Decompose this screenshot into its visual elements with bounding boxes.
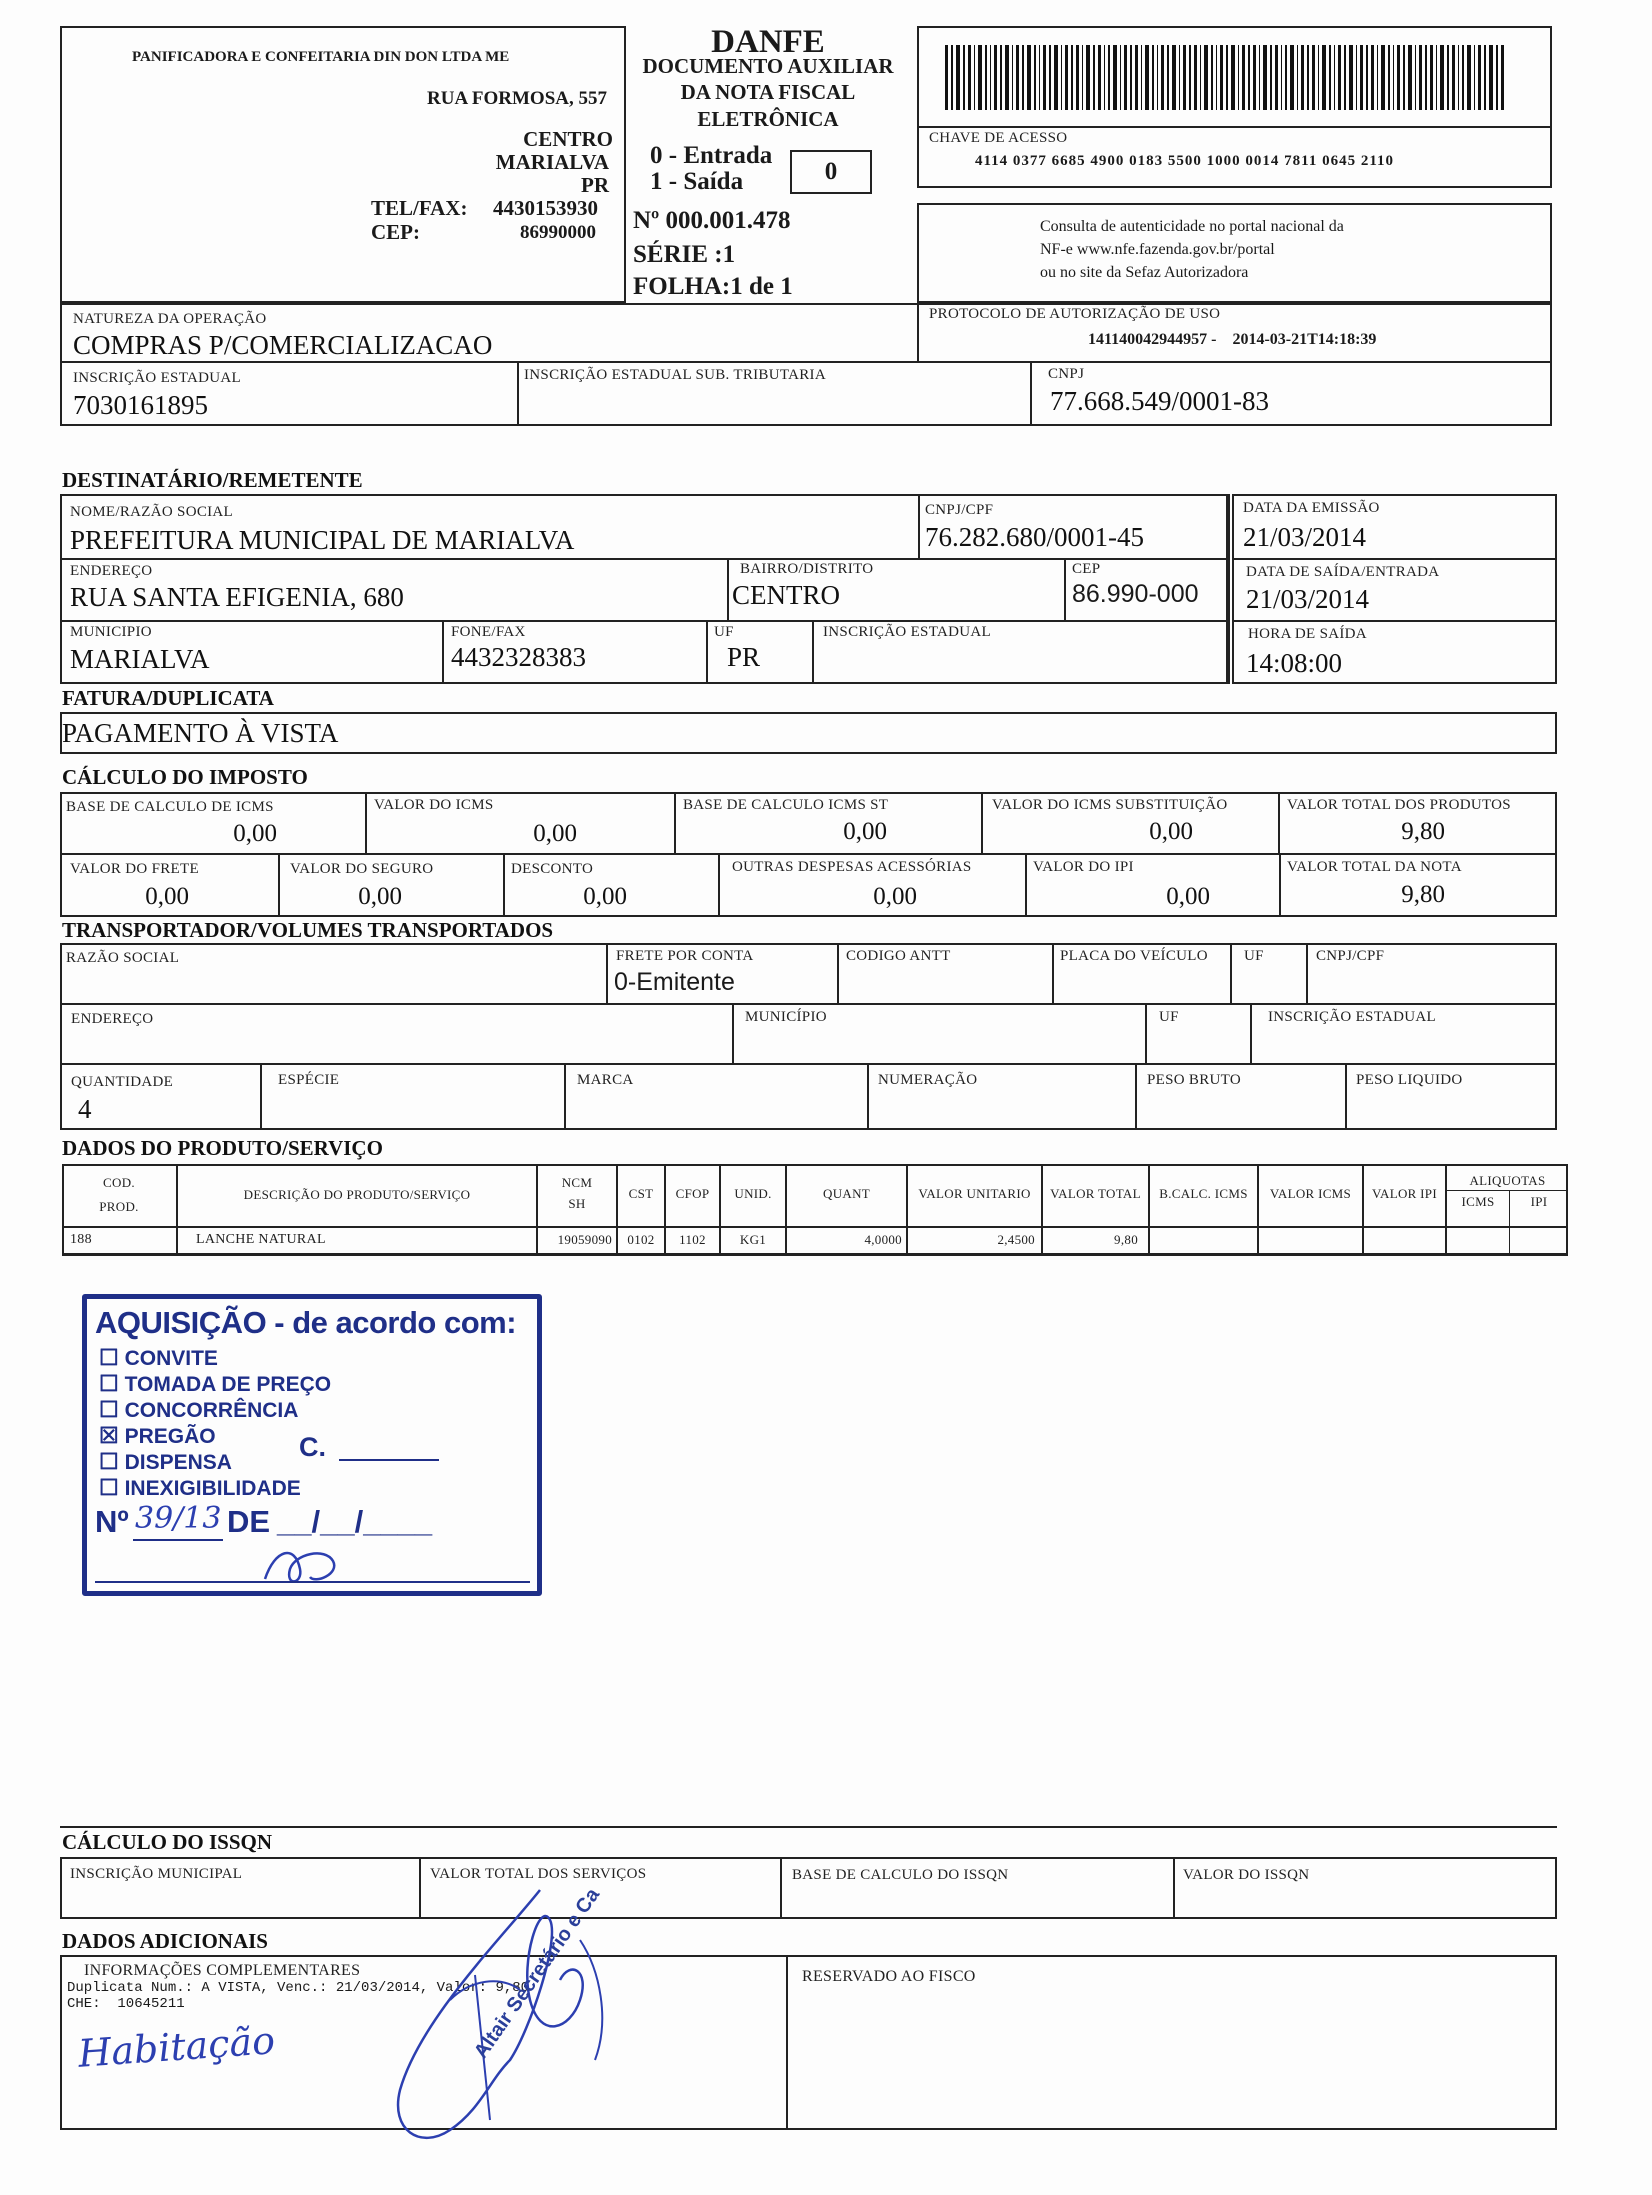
dest-bairro: CENTRO (732, 580, 840, 610)
emitente-name: PANIFICADORA E CONFEITARIA DIN DON LTDA ME (132, 49, 510, 65)
stamp-option-inexigibilidade (99, 1475, 301, 1501)
imposto-r1-col-3 (981, 792, 983, 853)
imposto-seguro-label: VALOR DO SEGURO (290, 861, 434, 877)
danfe-divider (624, 26, 626, 303)
prod-h-bcalc: B.CALC. ICMS (1159, 1186, 1248, 1201)
dest-hora: 14:08:00 (1246, 648, 1343, 678)
imposto-icms-st-label: VALOR DO ICMS SUBSTITUIÇÃO (992, 797, 1228, 813)
adicionais-section-title: DADOS ADICIONAIS (62, 1929, 268, 1953)
danfe-serie: SÉRIE :1 (633, 241, 736, 268)
produtos-bottom-line (62, 1253, 1568, 1255)
transp-bruto-label: PESO BRUTO (1147, 1072, 1241, 1088)
prod-h-vicms: VALOR ICMS (1269, 1186, 1352, 1201)
stamp-option-label: PREGÃO (124, 1425, 216, 1448)
danfe-saida: 1 - Saída (650, 168, 744, 195)
protocolo-value: 141140042944957 - 2014-03-21T14:18:39 (1088, 331, 1377, 348)
dest-uf-label: UF (714, 624, 734, 640)
imposto-icms-st: 0,00 (1149, 818, 1193, 845)
transp-placa-label: PLACA DO VEÍCULO (1060, 948, 1208, 964)
imposto-ipi: 0,00 (1166, 883, 1210, 910)
stamp-option-label: CONCORRÊNCIA (124, 1399, 299, 1422)
stamp-option-pregao (99, 1423, 216, 1449)
stamp-title: AQUISIÇÃO - de acordo com: (95, 1305, 517, 1340)
dest-cnpj: 76.282.680/0001-45 (925, 522, 1144, 552)
imposto-r2-col-4 (1025, 853, 1027, 917)
dest-nome: PREFEITURA MUNICIPAL DE MARIALVA (70, 525, 575, 555)
imposto-seguro: 0,00 (358, 883, 402, 910)
imposto-r1-col-4 (1278, 792, 1280, 853)
prod-h-cfop: CFOP (675, 1186, 710, 1201)
transp-r3-col-1 (260, 1063, 262, 1130)
imposto-section-title: CÁLCULO DO IMPOSTO (62, 765, 308, 789)
rotated-stamp-text: Altair Secretário e Ca (470, 1884, 605, 2063)
dest-col-cnpj (918, 494, 920, 558)
danfe-subtitle-2: DA NOTA FISCAL (680, 80, 856, 104)
aquisicao-stamp (82, 1294, 542, 1596)
imposto-bc-icms: 0,00 (233, 820, 277, 847)
prod-h-cod1: COD. (103, 1175, 135, 1190)
issqn-section-title: CÁLCULO DO ISSQN (62, 1830, 273, 1854)
imposto-bc-st: 0,00 (843, 818, 887, 845)
imposto-total-produtos: 9,80 (1401, 818, 1445, 845)
imposto-icms-label: VALOR DO ICMS (374, 797, 494, 813)
prod-item-vtotal: 9,80 (1114, 1232, 1138, 1247)
imposto-desconto-label: DESCONTO (511, 861, 594, 877)
danfe-subtitle-1: DOCUMENTO AUXILIAR (642, 54, 894, 78)
imposto-ipi-label: VALOR DO IPI (1033, 859, 1134, 875)
stamp-signature-icon (255, 1539, 375, 1594)
transp-r3-col-3 (867, 1063, 869, 1130)
imposto-desconto: 0,00 (583, 883, 627, 910)
prod-h-aliq: ALIQUOTAS (1469, 1173, 1546, 1188)
dest-col-cep (1064, 558, 1066, 620)
transp-municipio-label: MUNICÍPIO (745, 1009, 827, 1025)
dest-cep-label: CEP (1072, 561, 1101, 577)
imposto-r1-col-1 (365, 792, 367, 853)
transp-razao-label: RAZÃO SOCIAL (66, 950, 180, 966)
imposto-r1-col-2 (674, 792, 676, 853)
checked-checkbox-icon: ☒ (99, 1423, 119, 1448)
transp-row-line-1 (60, 1003, 1557, 1005)
stamp-option-label: DISPENSA (124, 1451, 232, 1474)
dest-cep: 86.990-000 (1072, 580, 1199, 608)
stamp-option-label: CONVITE (124, 1347, 218, 1370)
dest-ie-label: INSCRIÇÃO ESTADUAL (823, 624, 991, 640)
imposto-outras: 0,00 (873, 883, 917, 910)
prod-h-cst: CST (628, 1186, 654, 1201)
issqn-base-label: BASE DE CALCULO DO ISSQN (792, 1867, 1009, 1883)
emitente-neighborhood: CENTRO (523, 127, 613, 151)
imposto-total-nota: 9,80 (1401, 881, 1445, 908)
checkbox-icon: ☐ (99, 1345, 119, 1370)
signature-icon (380, 1880, 670, 2170)
imposto-r2-col-5 (1279, 853, 1281, 917)
produtos-header-line (62, 1226, 1568, 1228)
prod-h-unid: UNID. (734, 1186, 772, 1201)
transp-uf-label: UF (1244, 948, 1264, 964)
checkbox-icon: ☐ (99, 1371, 119, 1396)
stamp-c-line (339, 1459, 439, 1461)
transp-r3-col-5 (1345, 1063, 1347, 1130)
transp-r1-col-1 (606, 943, 608, 1003)
ie-st-label: INSCRIÇÃO ESTADUAL SUB. TRIBUTARIA (524, 367, 826, 383)
transp-uf2-label: UF (1159, 1009, 1179, 1025)
prod-h-cod2: PROD. (99, 1199, 139, 1214)
prod-item-cfop: 1102 (679, 1232, 706, 1247)
danfe-folha: FOLHA:1 de 1 (633, 273, 793, 300)
adicionais-col (786, 1955, 788, 2130)
ie-value: 7030161895 (73, 390, 208, 420)
stamp-option-convite (99, 1345, 218, 1371)
imposto-frete-label: VALOR DO FRETE (70, 861, 199, 877)
prod-item-cst: 0102 (627, 1232, 655, 1247)
dest-municipio: MARIALVA (70, 644, 210, 674)
transp-r2-col-2 (1145, 1003, 1147, 1063)
prod-h-aliq-ipi: IPI (1530, 1194, 1548, 1209)
prod-item-vunit: 2,4500 (997, 1232, 1035, 1247)
cnpj-value: 77.668.549/0001-83 (1050, 386, 1269, 416)
prod-item-quant: 4,0000 (864, 1232, 902, 1247)
danfe-title: DANFE (711, 24, 825, 60)
issqn-im-label: INSCRIÇÃO MUNICIPAL (70, 1866, 243, 1882)
prod-h-vipi: VALOR IPI (1372, 1186, 1437, 1201)
stamp-option-concorrencia (99, 1397, 298, 1423)
dest-bairro-label: BAIRRO/DISTRITO (740, 561, 874, 577)
emitente-state: PR (581, 173, 609, 197)
transp-liquido-label: PESO LIQUIDO (1356, 1072, 1463, 1088)
dest-uf: PR (727, 642, 761, 672)
dest-cnpj-label: CNPJ/CPF (925, 502, 994, 518)
stamp-num-label: Nº (95, 1504, 129, 1539)
dest-emissao-label: DATA DA EMISSÃO (1243, 500, 1380, 516)
transp-numeracao-label: NUMERAÇÃO (878, 1072, 978, 1088)
dest-col-date (1228, 494, 1230, 684)
danfe-entrada: 0 - Entrada (650, 142, 773, 169)
dest-dates-line-1 (1232, 558, 1557, 560)
dest-col-ie (812, 620, 814, 684)
fisco-label: RESERVADO AO FISCO (802, 1968, 976, 1985)
issqn-vts-label: VALOR TOTAL DOS SERVIÇOS (430, 1866, 647, 1882)
fatura-section-title: FATURA/DUPLICATA (62, 686, 274, 710)
emitente-tel-label: TEL/FAX: (371, 196, 468, 220)
prod-item-ncm: 19059090 (557, 1232, 612, 1247)
imposto-r2-col-3 (718, 853, 720, 917)
issqn-col-2 (780, 1857, 782, 1919)
stamp-date-blank: __/__/____ (277, 1504, 433, 1539)
consulta-line-1: Consulta de autenticidade no portal nacional da (1040, 218, 1344, 235)
transp-r3-col-2 (564, 1063, 566, 1130)
prod-h-quant: QUANT (823, 1186, 870, 1201)
emitente-address: RUA FORMOSA, 557 (427, 88, 607, 109)
prod-item-cod: 188 (70, 1232, 92, 1247)
dest-col-fone (442, 620, 444, 684)
dest-fone: 4432328383 (451, 642, 586, 672)
transp-row-line-2 (60, 1063, 1557, 1065)
stamp-option-dispensa (99, 1449, 232, 1475)
prod-h-aliq-icms: ICMS (1461, 1194, 1495, 1209)
imposto-bc-icms-label: BASE DE CALCULO DE ICMS (66, 799, 274, 815)
transp-r1-col-4 (1230, 943, 1232, 1003)
consulta-line-2: NF-e www.nfe.fazenda.gov.br/portal (1040, 241, 1275, 258)
prod-aliq-line (1445, 1190, 1568, 1191)
transp-qtd: 4 (78, 1094, 92, 1124)
natureza-value: COMPRAS P/COMERCIALIZACAO (73, 330, 493, 360)
dest-hora-label: HORA DE SAÍDA (1248, 626, 1367, 642)
imposto-total-produtos-label: VALOR TOTAL DOS PRODUTOS (1287, 797, 1511, 813)
transp-r1-col-5 (1306, 943, 1308, 1003)
prod-h-ncm1: NCM (561, 1175, 593, 1190)
transp-r1-col-2 (837, 943, 839, 1003)
imposto-row-line (60, 853, 1557, 855)
cnpj-label: CNPJ (1048, 366, 1085, 382)
imposto-total-nota-label: VALOR TOTAL DA NOTA (1287, 859, 1462, 875)
dest-row-line-2 (60, 620, 1228, 622)
adicionais-handwritten: Habitação (76, 2018, 277, 2076)
transportador-box (60, 943, 1557, 1130)
prod-col-9 (1148, 1164, 1150, 1256)
dest-dates-line-2 (1232, 620, 1557, 622)
produtos-section-title: DADOS DO PRODUTO/SERVIÇO (62, 1136, 383, 1160)
ie-label: INSCRIÇÃO ESTADUAL (73, 370, 241, 386)
dest-municipio-label: MUNICIPIO (70, 624, 152, 640)
stamp-num: 39/13 (135, 1501, 222, 1536)
stamp-sign-line (95, 1581, 530, 1583)
checkbox-icon: ☐ (99, 1475, 119, 1500)
dest-emissao: 21/03/2014 (1243, 522, 1367, 552)
fatura-value: PAGAMENTO À VISTA (62, 718, 339, 748)
prod-h-desc: DESCRIÇÃO DO PRODUTO/SERVIÇO (243, 1187, 471, 1202)
transp-antt-label: CODIGO ANTT (846, 948, 951, 964)
transp-especie-label: ESPÉCIE (278, 1072, 340, 1088)
stamp-option-label: INEXIGIBILIDADE (124, 1477, 301, 1500)
prod-col-11 (1362, 1164, 1364, 1256)
stamp-option-tomada (99, 1371, 331, 1397)
dest-endereco: RUA SANTA EFIGENIA, 680 (70, 582, 404, 612)
dest-nome-label: NOME/RAZÃO SOCIAL (70, 504, 234, 520)
prod-col-1 (176, 1164, 178, 1256)
issqn-col-3 (1173, 1857, 1175, 1919)
emitente-city: MARIALVA (495, 150, 609, 174)
dest-row-line-1 (60, 558, 1228, 560)
imposto-bc-st-label: BASE DE CALCULO ICMS ST (683, 797, 889, 813)
checkbox-icon: ☐ (99, 1449, 119, 1474)
dest-col-uf (706, 620, 708, 684)
stamp-num-line (133, 1539, 223, 1541)
issqn-top-rule (60, 1826, 1557, 1828)
prod-col-10 (1257, 1164, 1259, 1256)
dest-endereco-label: ENDEREÇO (70, 563, 153, 579)
destinatario-section-title: DESTINATÁRIO/REMETENTE (62, 468, 363, 492)
adicionais-info-line-1: Duplicata Num.: A VISTA, Venc.: 21/03/2014, Valor: 9,80 (67, 1980, 530, 1996)
adicionais-info-line-2: CHE: 10645211 (67, 1996, 185, 2012)
chave-divider (917, 126, 1552, 128)
transp-r2-col-1 (732, 1003, 734, 1063)
transportador-section-title: TRANSPORTADOR/VOLUMES TRANSPORTADOS (62, 918, 554, 942)
consulta-line-3: ou no site da Sefaz Autorizadora (1040, 264, 1249, 281)
imposto-icms: 0,00 (533, 820, 577, 847)
transp-frete-label: FRETE POR CONTA (616, 948, 754, 964)
prod-h-ncm2: SH (568, 1196, 586, 1211)
chave-value: 4114 0377 6685 4900 0183 5500 1000 0014 7811 0645 2110 (975, 153, 1395, 169)
transp-qtd-label: QUANTIDADE (71, 1074, 174, 1090)
chave-label: CHAVE DE ACESSO (929, 130, 1068, 146)
transp-ie-label: INSCRIÇÃO ESTADUAL (1268, 1009, 1436, 1025)
transp-cnpj-label: CNPJ/CPF (1316, 948, 1385, 964)
imposto-frete: 0,00 (145, 883, 189, 910)
stamp-option-label: TOMADA DE PREÇO (124, 1373, 332, 1396)
transp-frete: 0-Emitente (614, 968, 735, 996)
imposto-outras-label: OUTRAS DESPESAS ACESSÓRIAS (732, 859, 972, 875)
dest-saida-label: DATA DE SAÍDA/ENTRADA (1246, 564, 1440, 580)
prod-item-desc: LANCHE NATURAL (196, 1232, 326, 1247)
transp-r1-col-3 (1052, 943, 1054, 1003)
stamp-c-label: C. (299, 1432, 326, 1462)
danfe-numero: Nº 000.001.478 (633, 207, 791, 234)
dest-fone-label: FONE/FAX (451, 624, 526, 640)
transp-r2-col-3 (1250, 1003, 1252, 1063)
adicionais-info-label: INFORMAÇÕES COMPLEMENTARES (84, 1962, 361, 1979)
emitente-tel: 4430153930 (493, 196, 598, 220)
prod-h-vtotal: VALOR TOTAL (1050, 1186, 1141, 1201)
danfe-subtitle-3: ELETRÔNICA (697, 107, 839, 131)
emitente-cep: 86990000 (520, 222, 596, 243)
natureza-label: NATUREZA DA OPERAÇÃO (73, 311, 267, 327)
danfe-tipo: 0 (790, 150, 872, 194)
checkbox-icon: ☐ (99, 1397, 119, 1422)
transp-r3-col-4 (1135, 1063, 1137, 1130)
dest-saida: 21/03/2014 (1246, 584, 1370, 614)
prod-item-unid: KG1 (739, 1232, 767, 1247)
prod-h-vunit: VALOR UNITARIO (918, 1186, 1031, 1201)
protocolo-label: PROTOCOLO DE AUTORIZAÇÃO DE USO (929, 306, 1221, 322)
barcode-icon (945, 45, 1505, 110)
transp-endereco-label: ENDEREÇO (71, 1011, 154, 1027)
emitente-cep-label: CEP: (371, 220, 420, 244)
issqn-valor-label: VALOR DO ISSQN (1183, 1867, 1310, 1883)
stamp-de-label: DE (227, 1504, 271, 1539)
transp-marca-label: MARCA (577, 1072, 634, 1088)
dest-col-bairro (727, 558, 729, 620)
